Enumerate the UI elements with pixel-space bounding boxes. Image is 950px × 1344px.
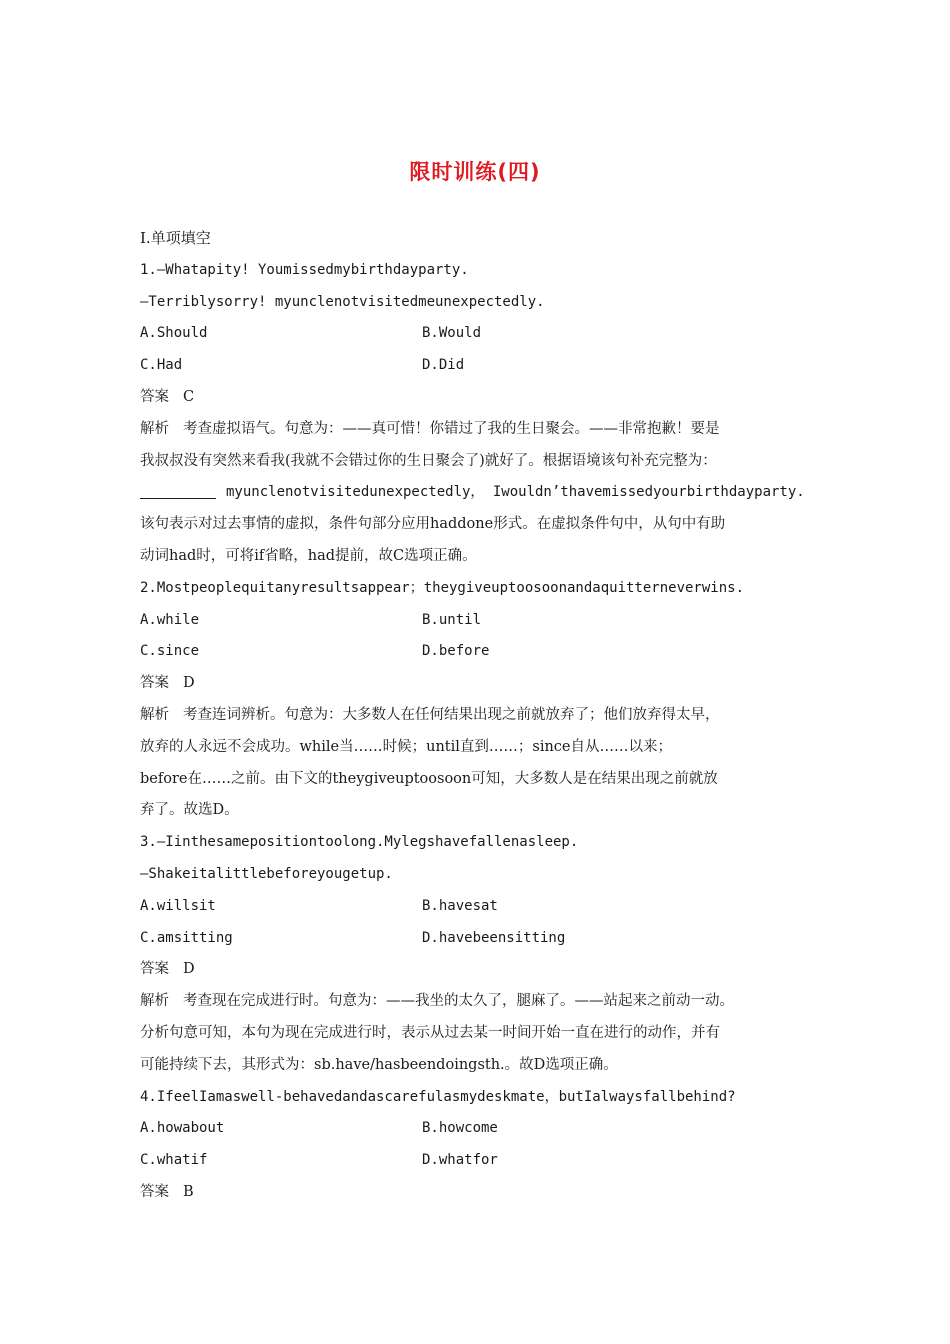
- question-4-line-1: 4.IfeelIamaswell-behavedandascarefulasmydeskmate，butIalwaysfallbehind?: [140, 1088, 736, 1105]
- q1-analysis-line-5: 动词had时，可将if省略，had提前，故C选项正确。: [140, 547, 477, 564]
- q2-analysis-line-3: before在……之前。由下文的theygiveuptoosoon可知，大多数人是在结果出现之前就放: [140, 770, 718, 787]
- q3-answer-value: D: [183, 961, 195, 978]
- q2-option-c: C.since: [140, 643, 200, 660]
- q2-option-d: D.before: [422, 643, 490, 660]
- q4-option-b: B.howcome: [422, 1120, 498, 1137]
- q3-analysis-line-1: 解析 考查现在完成进行时。句意为：——我坐的太久了，腿麻了。——站起来之前动一动。: [140, 993, 734, 1010]
- q4-answer: [140, 1177, 830, 1209]
- q4-option-a: A.howabout: [140, 1120, 225, 1137]
- answer-label: 答案: [140, 388, 169, 405]
- analysis-label: 解析: [140, 993, 169, 1010]
- question-1-options-row-2: [140, 350, 830, 382]
- q3-answer: [140, 954, 830, 986]
- question-2-options-row-2: [140, 636, 830, 668]
- question-3-line-2: —Shakeitalittlebeforeyougetup.: [140, 865, 393, 882]
- q2-option-b: B.until: [422, 611, 482, 628]
- question-4-options-row-1: [140, 1113, 830, 1145]
- page-title: 限时训练(四): [409, 160, 541, 184]
- q4-answer-value: B: [183, 1183, 194, 1200]
- q3-option-c: C.amsitting: [140, 929, 233, 946]
- analysis-label: 解析: [140, 706, 169, 723]
- q2-analysis-line-2: 放弃的人永远不会成功。while当……时候；until直到……；since自从……以来；: [140, 738, 673, 755]
- answer-label: 答案: [140, 1183, 169, 1200]
- question-2-options-row-1: [140, 605, 830, 637]
- q3-analysis-line-2: 分析句意可知，本句为现在完成进行时，表示从过去某一时间开始一直在进行的动作，并有: [140, 1024, 720, 1041]
- q1-analysis-line-2: 我叔叔没有突然来看我(我就不会错过你的生日聚会了)就好了。根据语境该句补充完整为：: [140, 452, 717, 469]
- q1-answer-value: C: [183, 388, 195, 405]
- answer-label: 答案: [140, 961, 169, 978]
- answer-label: 答案: [140, 675, 169, 692]
- question-3-options-row-1: [140, 891, 830, 923]
- q1-analysis-line-3: myunclenotvisitedunexpectedly， Iwouldn’thavemissedyourbirthdayparty.: [140, 477, 830, 509]
- q2-answer: [140, 668, 830, 700]
- q3-option-a: A.willsit: [140, 897, 216, 914]
- q1-option-c: C.Had: [140, 357, 183, 374]
- q2-analysis-line-4: 弃了。故选D。: [140, 802, 239, 819]
- q2-option-a: A.while: [140, 611, 200, 628]
- section-heading: Ⅰ.单项填空: [140, 229, 211, 247]
- q1-analysis-line-4: 该句表示对过去事情的虚拟，条件句部分应用haddone形式。在虚拟条件句中，从句中有助: [140, 516, 726, 533]
- question-1-options-row-1: [140, 318, 830, 350]
- q3-option-b: B.havesat: [422, 897, 498, 914]
- document-body: [140, 223, 830, 1209]
- q3-analysis-line-3: 可能持续下去，其形式为：sb.have/hasbeendoingsth.。故D选项正确。: [140, 1056, 618, 1073]
- q4-option-d: D.whatfor: [422, 1152, 498, 1169]
- q3-option-d: D.havebeensitting: [422, 929, 566, 946]
- analysis-label: 解析: [140, 420, 169, 437]
- question-1-line-1: 1.—Whatapity! Youmissedmybirthdayparty.: [140, 261, 469, 278]
- q1-option-d: D.Did: [422, 357, 465, 374]
- q4-option-c: C.whatif: [140, 1152, 208, 1169]
- question-4-options-row-2: [140, 1145, 830, 1177]
- question-1-line-2: —Terriblysorry! myunclenotvisitedmeunexpectedly.: [140, 293, 545, 310]
- q1-option-b: B.Would: [422, 325, 482, 342]
- question-3-options-row-2: [140, 923, 830, 955]
- question-2-line-1: 2.Mostpeoplequitanyresultsappear；theygiveuptoosoonandaquitterneverwins.: [140, 579, 745, 596]
- answer-blank: [140, 480, 216, 499]
- q1-option-a: A.Should: [140, 325, 208, 342]
- question-3-line-1: 3.—Iinthesamepositiontoolong.Mylegshavefallenasleep.: [140, 834, 579, 851]
- q1-answer: [140, 382, 830, 414]
- q1-analysis-line-1: 解析 考查虚拟语气。句意为：——真可惜！你错过了我的生日聚会。——非常抱歉！要是: [140, 420, 720, 437]
- q2-analysis-line-1: 解析 考查连词辨析。句意为：大多数人在任何结果出现之前就放弃了；他们放弃得太早，: [140, 706, 720, 723]
- q2-answer-value: D: [183, 675, 195, 692]
